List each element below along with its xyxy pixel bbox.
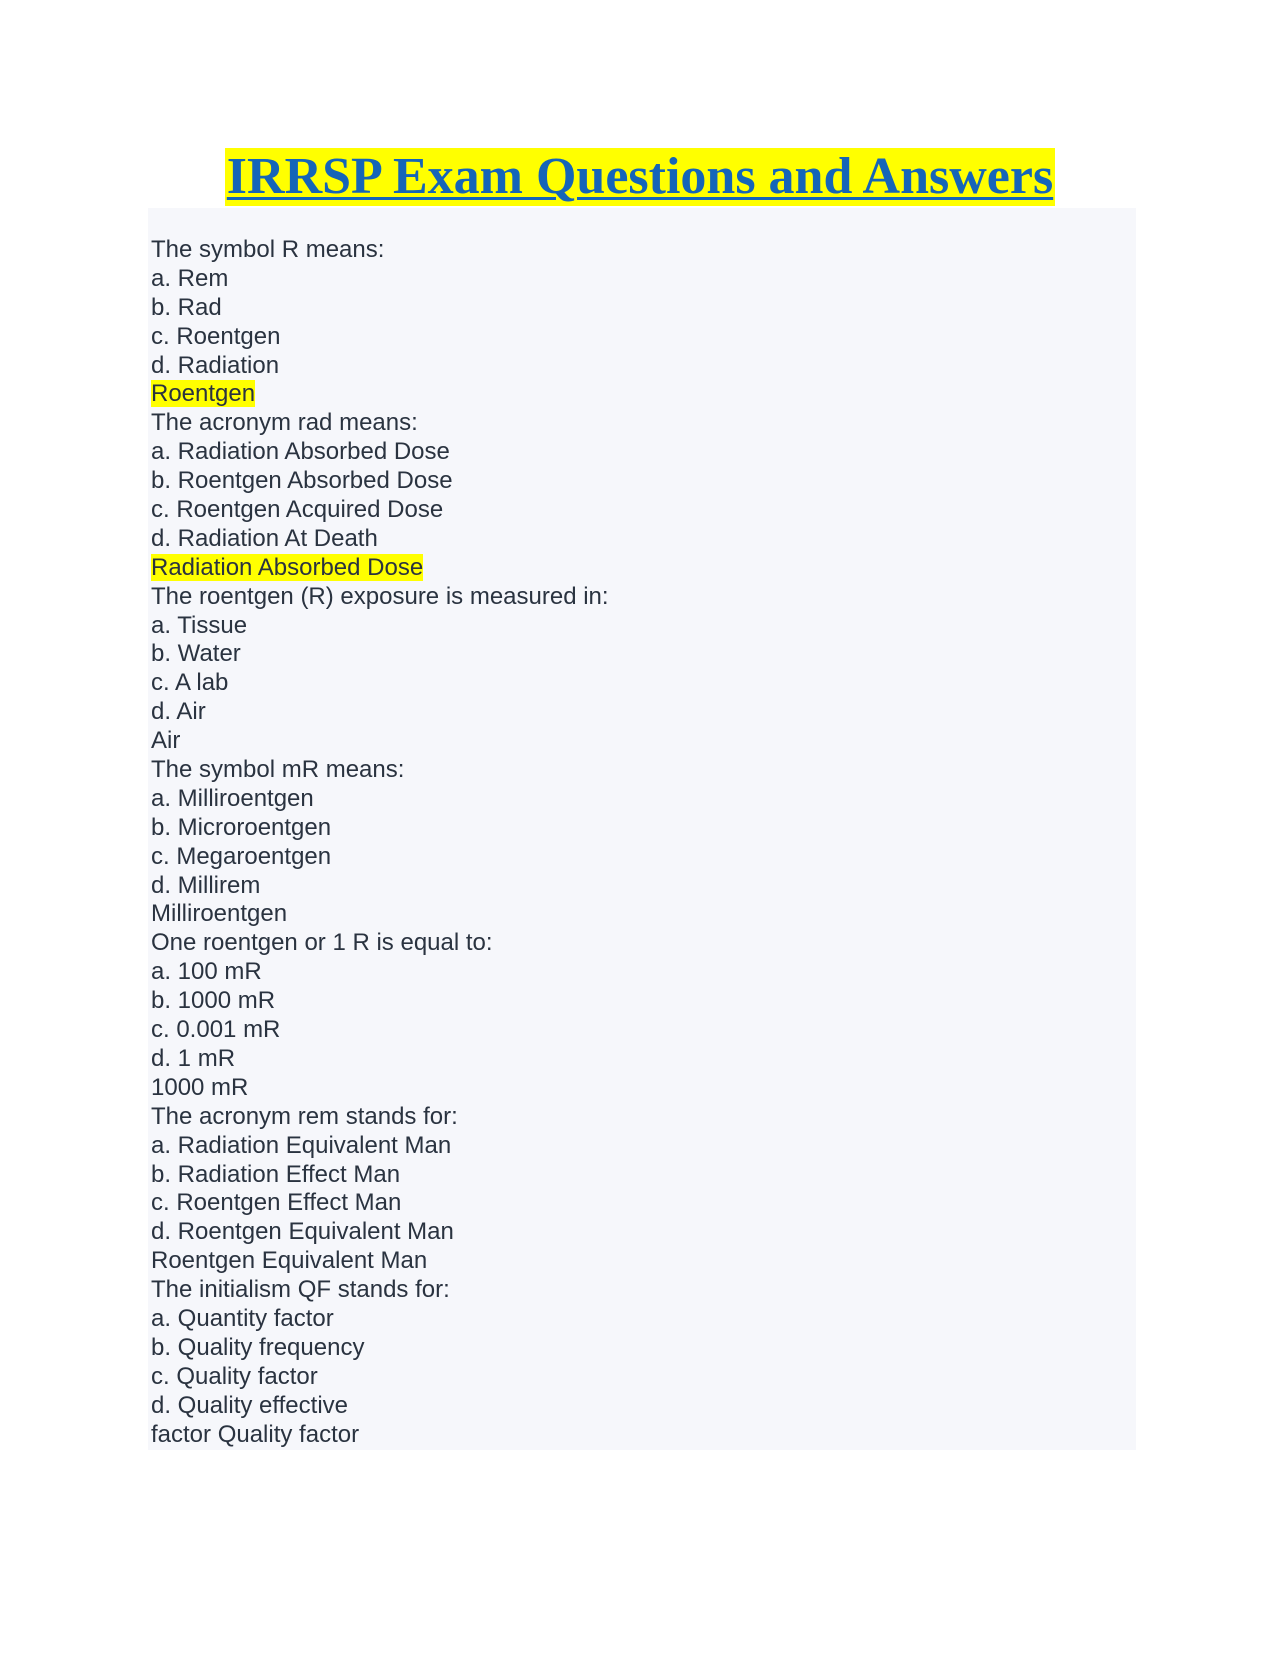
document-title: IRRSP Exam Questions and Answers	[226, 148, 1054, 205]
correct-answer-line	[151, 900, 609, 929]
answer-option: c. Megaroentgen	[151, 842, 332, 870]
correct-answer: Roentgen	[151, 380, 256, 408]
question-text: The acronym rem stands for:	[151, 1102, 458, 1130]
answer-option: c. Roentgen Effect Man	[151, 1189, 402, 1217]
answer-option: a. Rem	[151, 264, 229, 292]
correct-answer-line	[151, 1421, 609, 1450]
correct-answer: factor Quality factor	[151, 1420, 360, 1448]
question-text: The symbol mR means:	[151, 756, 405, 784]
answer-option: d. Radiation At Death	[151, 524, 378, 552]
answer-option: d. Quality effective	[151, 1391, 348, 1419]
answer-option: a. 100 mR	[151, 958, 262, 986]
correct-answer: Radiation Absorbed Dose	[151, 553, 424, 581]
question-text: The roentgen (R) exposure is measured in:	[151, 582, 609, 610]
answer-option: d. Radiation	[151, 351, 280, 379]
correct-answer-line	[151, 1247, 609, 1276]
answer-option: d. Roentgen Equivalent Man	[151, 1218, 454, 1246]
answer-option: d. Air	[151, 698, 206, 726]
correct-answer-line	[151, 1074, 609, 1103]
answer-option: c. A lab	[151, 669, 229, 697]
answer-option: a. Milliroentgen	[151, 784, 314, 812]
answer-option: b. Water	[151, 640, 241, 668]
correct-answer-line	[151, 554, 609, 583]
answer-option: d. 1 mR	[151, 1044, 236, 1072]
answer-option: a. Quantity factor	[151, 1304, 334, 1332]
question-list	[151, 236, 609, 1449]
question-text: The symbol R means:	[151, 236, 385, 263]
correct-answer: 1000 mR	[151, 1073, 249, 1101]
question-text: One roentgen or 1 R is equal to:	[151, 929, 493, 957]
answer-option: c. Roentgen	[151, 322, 281, 350]
answer-option: a. Tissue	[151, 611, 248, 639]
question-text: The acronym rad means:	[151, 409, 418, 437]
correct-answer: Air	[151, 727, 181, 755]
answer-option: b. Quality frequency	[151, 1333, 365, 1361]
answer-option: c. Quality factor	[151, 1362, 318, 1390]
correct-answer: Roentgen Equivalent Man	[151, 1247, 428, 1275]
answer-option: a. Radiation Absorbed Dose	[151, 438, 450, 466]
answer-option: c. 0.001 mR	[151, 1016, 281, 1044]
answer-option: d. Millirem	[151, 871, 261, 899]
answer-option: a. Radiation Equivalent Man	[151, 1131, 452, 1159]
answer-option: b. Radiation Effect Man	[151, 1160, 401, 1188]
correct-answer: Milliroentgen	[151, 900, 288, 928]
answer-option: c. Roentgen Acquired Dose	[151, 496, 444, 524]
answer-option: b. Rad	[151, 293, 222, 321]
correct-answer-line	[151, 727, 609, 756]
question-text: The initialism QF stands for:	[151, 1276, 450, 1304]
answer-option: b. 1000 mR	[151, 987, 276, 1015]
answer-option: b. Microroentgen	[151, 813, 332, 841]
correct-answer-line	[151, 380, 609, 409]
answer-option: b. Roentgen Absorbed Dose	[151, 467, 453, 495]
title-container	[0, 148, 1280, 206]
